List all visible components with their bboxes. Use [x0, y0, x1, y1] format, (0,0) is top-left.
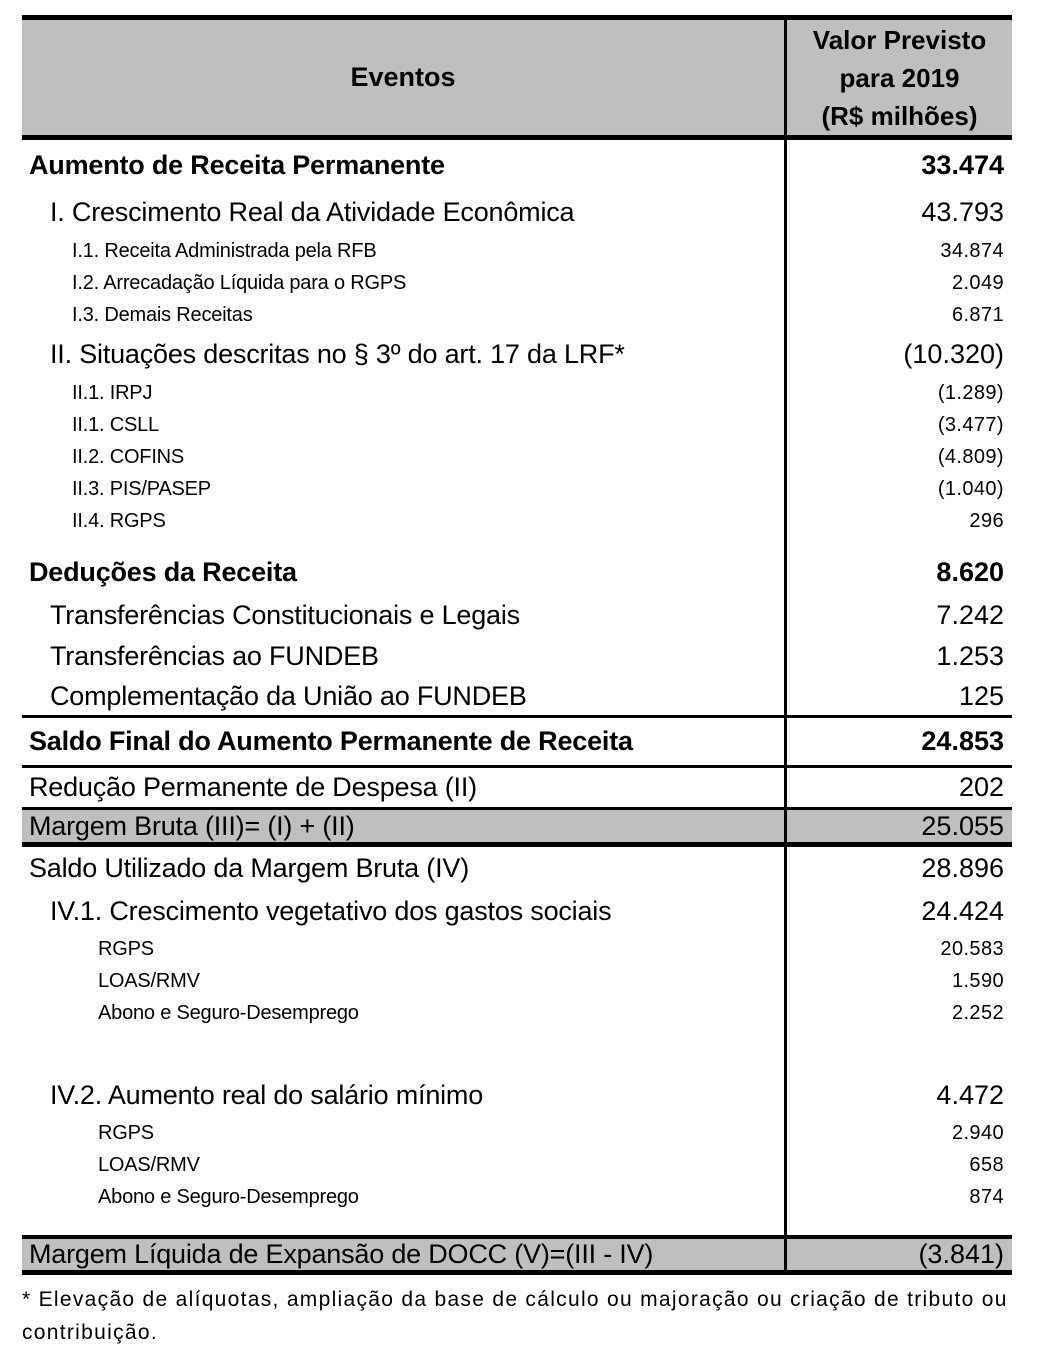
- table-row: [22, 140, 1012, 190]
- table-row: [22, 933, 1012, 965]
- table-row: [22, 768, 1012, 810]
- row-value: 20.583: [784, 933, 1012, 965]
- table-row: [22, 1117, 1012, 1149]
- spacer-row: [22, 1213, 1012, 1235]
- row-label: Abono e Seguro-Desemprego: [98, 1001, 359, 1024]
- row-value: (4.809): [784, 441, 1012, 473]
- row-value: (1.040): [784, 473, 1012, 505]
- spacer-row: [22, 1029, 1012, 1073]
- table-footnote: * Elevação de alíquotas, ampliação da base de cálculo ou majoração ou criação de tributo ou contribuição.: [22, 1288, 1008, 1344]
- row-value: 1.590: [784, 965, 1012, 997]
- row-label: IV.1. Crescimento vegetativo dos gastos sociais: [50, 895, 612, 926]
- row-value: (3.477): [784, 409, 1012, 441]
- row-label: Margem Líquida de Expansão de DOCC (V)=(III - IV): [29, 1239, 654, 1269]
- row-label: II. Situações descritas no § 3º do art. 17 da LRF*: [50, 338, 625, 369]
- row-value: 28.896: [784, 847, 1012, 889]
- row-value: 874: [784, 1181, 1012, 1213]
- table-row: [22, 1181, 1012, 1213]
- header-value: [784, 20, 1012, 135]
- row-label: II.4. RGPS: [72, 509, 166, 532]
- table-row: [22, 1073, 1012, 1117]
- row-label: RGPS: [98, 1121, 154, 1144]
- row-label: Aumento de Receita Permanente: [29, 149, 445, 180]
- row-label: Redução Permanente de Despesa (II): [29, 772, 477, 802]
- row-value: 1.253: [784, 636, 1012, 677]
- table-row-highlight: [22, 1235, 1012, 1275]
- row-label: Transferências ao FUNDEB: [50, 641, 379, 671]
- table-row: [22, 997, 1012, 1029]
- table-row: [22, 473, 1012, 505]
- spacer: [22, 537, 784, 549]
- table-row: [22, 549, 1012, 595]
- spacer: [22, 1029, 784, 1073]
- table-row: [22, 505, 1012, 537]
- fiscal-events-table: [22, 15, 1012, 1275]
- row-label: IV.2. Aumento real do salário mínimo: [50, 1079, 484, 1110]
- row-value: 8.620: [784, 549, 1012, 595]
- row-label: II.1. CSLL: [72, 413, 159, 436]
- row-label: LOAS/RMV: [98, 969, 200, 992]
- table-row: [22, 889, 1012, 933]
- row-value: 6.871: [784, 299, 1012, 331]
- row-value: 2.252: [784, 997, 1012, 1029]
- table-row: [22, 718, 1012, 768]
- row-label: I.2. Arrecadação Líquida para o RGPS: [72, 271, 407, 294]
- row-label: Transferências Constitucionais e Legais: [50, 600, 520, 630]
- row-label: LOAS/RMV: [98, 1153, 200, 1176]
- row-label: Saldo Utilizado da Margem Bruta (IV): [29, 852, 469, 883]
- row-label: Margem Bruta (III)= (I) + (II): [29, 810, 355, 841]
- header-events: Eventos: [350, 62, 456, 92]
- row-value: 25.055: [784, 810, 1012, 842]
- row-value: 2.049: [784, 267, 1012, 299]
- row-label: Saldo Final do Aumento Permanente de Receita: [29, 726, 633, 756]
- table-row: [22, 636, 1012, 677]
- row-label: I. Crescimento Real da Atividade Econômica: [50, 197, 575, 227]
- table-row-highlight: [22, 810, 1012, 847]
- row-value: 33.474: [784, 140, 1012, 190]
- row-label: I.3. Demais Receitas: [72, 303, 253, 326]
- row-value: 202: [784, 768, 1012, 807]
- row-value: 125: [784, 677, 1012, 715]
- table-row: [22, 235, 1012, 267]
- spacer: [784, 537, 1012, 549]
- row-label: Complementação da União ao FUNDEB: [50, 680, 527, 711]
- header-value-line: para 2019: [839, 62, 960, 93]
- table-row: [22, 409, 1012, 441]
- table-row: [22, 847, 1012, 889]
- header-value-line: (R$ milhões): [821, 100, 978, 131]
- row-value: 2.940: [784, 1117, 1012, 1149]
- table-row: [22, 677, 1012, 718]
- row-value: 658: [784, 1149, 1012, 1181]
- row-value: (1.289): [784, 377, 1012, 409]
- row-value: 34.874: [784, 235, 1012, 267]
- spacer: [22, 1213, 784, 1235]
- row-value: 4.472: [784, 1073, 1012, 1117]
- row-label: II.3. PIS/PASEP: [72, 477, 211, 500]
- row-label: I.1. Receita Administrada pela RFB: [72, 239, 377, 262]
- row-label: II.1. IRPJ: [72, 381, 153, 404]
- row-label: Abono e Seguro-Desemprego: [98, 1185, 359, 1208]
- row-value: 7.242: [784, 595, 1012, 636]
- table-row: [22, 441, 1012, 473]
- table-body: [22, 140, 1012, 1275]
- row-value: (10.320): [784, 331, 1012, 377]
- table-header-row: [22, 15, 1012, 140]
- row-value: 24.424: [784, 889, 1012, 933]
- spacer-row: [22, 537, 1012, 549]
- header-value-line: Valor Previsto: [812, 24, 987, 55]
- table-row: [22, 965, 1012, 997]
- table-row: [22, 299, 1012, 331]
- table-row: [22, 377, 1012, 409]
- table-row: [22, 1149, 1012, 1181]
- row-label: II.2. COFINS: [72, 445, 185, 468]
- row-value: 296: [784, 505, 1012, 537]
- row-value: (3.841): [784, 1239, 1012, 1270]
- row-label: RGPS: [98, 937, 154, 960]
- row-value: 24.853: [784, 718, 1012, 765]
- table-row: [22, 331, 1012, 377]
- spacer: [784, 1213, 1012, 1235]
- table-row: [22, 190, 1012, 235]
- row-label: Deduções da Receita: [29, 556, 297, 587]
- table-row: [22, 267, 1012, 299]
- spacer: [784, 1029, 1012, 1073]
- row-value: 43.793: [784, 190, 1012, 235]
- table-row: [22, 595, 1012, 636]
